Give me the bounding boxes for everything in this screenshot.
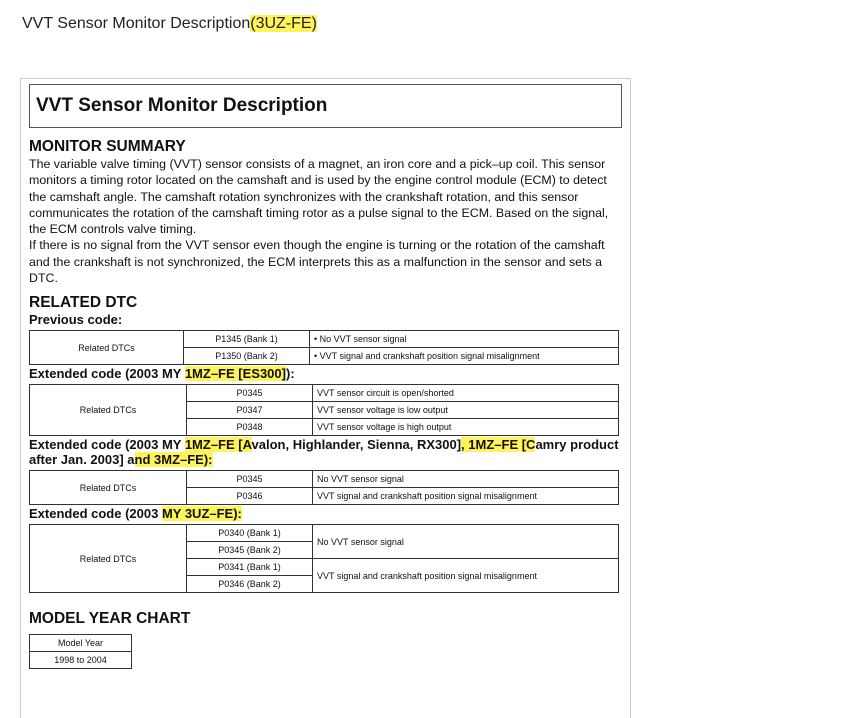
title-highlight: (3UZ-FE) xyxy=(250,15,317,32)
dtc-desc: No VVT sensor signal xyxy=(313,471,619,488)
model-year-table xyxy=(29,634,132,669)
extended-dtc-table-2 xyxy=(29,470,619,505)
model-year-value: 1998 to 2004 xyxy=(30,652,132,669)
extended-code-2-heading: Extended code (2003 MY 1MZ–FE [Avalon, Highlander, Sienna, RX300], 1MZ–FE [Camry product after Jan. 2003] and 3MZ–FE): xyxy=(29,437,619,468)
previous-dtc-table xyxy=(29,330,619,365)
dtc-code: P0341 (Bank 1) xyxy=(187,559,313,576)
summary-paragraph-2: If there is no signal from the VVT sensor even though the engine is turning or the rotation of the camshaft and the crankshaft is not synchronized, the ECM interprets this as a malfunction in the sensor and sets a DTC. xyxy=(29,238,605,286)
dtc-desc: • No VVT sensor signal xyxy=(310,331,619,348)
related-dtc-heading: RELATED DTC xyxy=(29,294,138,312)
dtc-code: P1350 (Bank 2) xyxy=(184,348,310,365)
dtc-label: Related DTCs xyxy=(30,525,187,593)
dtc-desc: VVT signal and crankshaft position signal misalignment xyxy=(313,488,619,505)
dtc-code: P0340 (Bank 1) xyxy=(187,525,313,542)
monitor-summary-heading: MONITOR SUMMARY xyxy=(29,138,186,155)
dtc-label: Related DTCs xyxy=(30,385,187,436)
doc-title: VVT Sensor Monitor Description xyxy=(29,84,622,128)
title-text: VVT Sensor Monitor Description xyxy=(22,15,251,32)
extended-code-1-heading: Extended code (2003 MY 1MZ–FE [ES300]): xyxy=(29,366,295,382)
extended-dtc-table-1 xyxy=(29,384,619,436)
dtc-code: P0345 xyxy=(187,471,313,488)
previous-code-heading: Previous code: xyxy=(29,312,123,328)
dtc-code: P0346 xyxy=(187,488,313,505)
summary-paragraph-1: The variable valve timing (VVT) sensor consists of a magnet, an iron core and a pick–up coil. This sensor monitors a timing rotor located on the camshaft and is used by the engine control module (ECM) to detect the camshaft angle. The camshaft rotation synchronizes with the crankshaft rotation, and this sensor communicates the rotation of the camshaft timing rotor as a pulse signal to the ECM. Based on the signal, the ECM controls valve timing. xyxy=(29,157,609,237)
dtc-label: Related DTCs xyxy=(30,471,187,505)
dtc-desc: VVT sensor voltage is high output xyxy=(313,419,619,436)
dtc-code: P0345 (Bank 2) xyxy=(187,542,313,559)
dtc-desc: No VVT sensor signal xyxy=(313,525,619,559)
dtc-code: P1345 (Bank 1) xyxy=(184,331,310,348)
dtc-label: Related DTCs xyxy=(30,331,184,365)
model-year-header: Model Year xyxy=(30,635,132,652)
dtc-desc: VVT signal and crankshaft position signal misalignment xyxy=(313,559,619,593)
dtc-code: P0345 xyxy=(187,385,313,402)
dtc-code: P0347 xyxy=(187,402,313,419)
extended-dtc-table-3 xyxy=(29,524,619,593)
dtc-desc: VVT sensor voltage is low output xyxy=(313,402,619,419)
document-image xyxy=(20,78,631,718)
page-title xyxy=(22,15,317,33)
dtc-desc: VVT sensor circuit is open/shorted xyxy=(313,385,619,402)
dtc-desc: • VVT signal and crankshaft position signal misalignment xyxy=(310,348,619,365)
extended-code-3-heading: Extended code (2003 MY 3UZ–FE): xyxy=(29,506,242,522)
dtc-code: P0346 (Bank 2) xyxy=(187,576,313,593)
dtc-code: P0348 xyxy=(187,419,313,436)
model-year-heading: MODEL YEAR CHART xyxy=(29,610,191,628)
